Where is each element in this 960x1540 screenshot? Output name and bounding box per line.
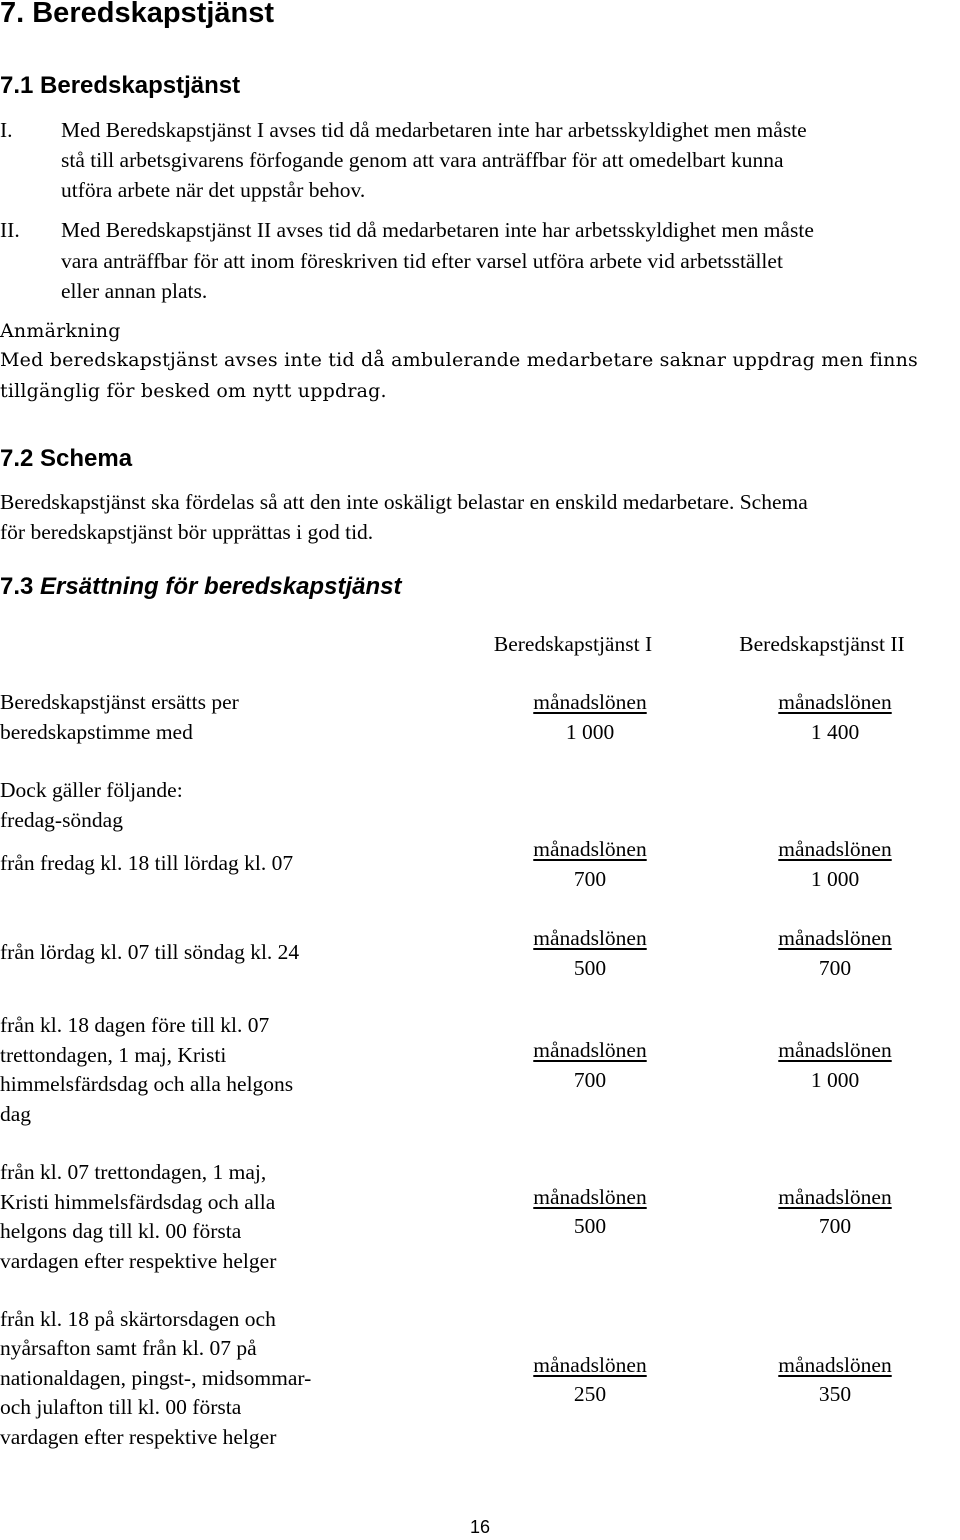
- row-5-label-line-1: från kl. 18 på skärtorsdagen och: [0, 1307, 276, 1331]
- col-header-beredskap-1: Beredskapstjänst I: [493, 632, 653, 656]
- row-2-value-1: 500: [573, 956, 607, 980]
- row-4-label-line-4: vardagen efter respektive helger: [0, 1249, 277, 1273]
- item-1-line-2: stå till arbetsgivarens förfogande genom att vara anträffbar för att omedelbart kunna: [61, 148, 784, 172]
- row-4-label-line-3: helgons dag till kl. 00 första: [0, 1219, 242, 1243]
- row-3-label-line-2: trettondagen, 1 maj, Kristi: [0, 1043, 227, 1067]
- row-2-value-2: 700: [818, 956, 852, 980]
- row-1-divisor-label-1: månadslönen: [533, 837, 647, 861]
- row-3-value-1: 700: [573, 1068, 607, 1092]
- row-5-value-2: 350: [818, 1382, 852, 1406]
- exceptions-intro-line-1: Dock gäller följande:: [0, 778, 183, 802]
- col-header-beredskap-2: Beredskapstjänst II: [739, 632, 905, 656]
- row-5-divisor-label-1: månadslönen: [533, 1353, 647, 1377]
- item-2-line-2: vara anträffbar för att inom föreskriven tid efter varsel utföra arbete vid arbetsstället: [61, 249, 783, 273]
- row-3-divisor-label-1: månadslönen: [533, 1038, 647, 1062]
- base-divisor-label-2: månadslönen: [778, 690, 892, 714]
- row-1-divisor-label-2: månadslönen: [778, 837, 892, 861]
- section-7-3-title: [0, 573, 401, 601]
- row-3-label-line-1: från kl. 18 dagen före till kl. 07: [0, 1013, 270, 1037]
- base-label-line-2: beredskapstimme med: [0, 720, 193, 744]
- item-2-marker: II.: [0, 218, 20, 242]
- section-7-1-title: 7.1 Beredskapstjänst: [0, 72, 241, 99]
- row-5-value-1: 250: [573, 1382, 607, 1406]
- base-divisor-label-1: månadslönen: [533, 690, 647, 714]
- schema-line-1: Beredskapstjänst ska fördelas så att den inte oskäligt belastar en enskild medarbetare. Schema: [0, 490, 808, 514]
- row-1-label-line-1: från fredag kl. 18 till lördag kl. 07: [0, 851, 294, 875]
- note-line-1: Med beredskapstjänst avses inte tid då ambulerande medarbetare saknar uppdrag men finns: [0, 349, 918, 371]
- base-value-1: 1 000: [565, 720, 615, 744]
- row-1-value-2: 1 000: [810, 867, 860, 891]
- row-3-label-line-4: dag: [0, 1102, 32, 1126]
- row-5-divisor-label-2: månadslönen: [778, 1353, 892, 1377]
- row-3-label-line-3: himmelsfärdsdag och alla helgons: [0, 1072, 294, 1096]
- row-2-divisor-label-2: månadslönen: [778, 926, 892, 950]
- section-7-3-number: 7.3: [0, 573, 41, 600]
- row-4-divisor-label-2: månadslönen: [778, 1185, 892, 1209]
- row-5-label-line-3: nationaldagen, pingst-, midsommar-: [0, 1366, 312, 1390]
- row-4-value-1: 500: [573, 1214, 607, 1238]
- row-2-label-line-1: från lördag kl. 07 till söndag kl. 24: [0, 940, 300, 964]
- row-4-label-line-2: Kristi himmelsfärdsdag och alla: [0, 1190, 276, 1214]
- item-1-marker: I.: [0, 118, 13, 142]
- row-3-divisor-label-2: månadslönen: [778, 1038, 892, 1062]
- row-5-label-line-2: nyårsafton samt från kl. 07 på: [0, 1336, 257, 1360]
- note-label: Anmärkning: [0, 320, 121, 342]
- row-3-value-2: 1 000: [810, 1068, 860, 1092]
- row-2-divisor-label-1: månadslönen: [533, 926, 647, 950]
- section-7-2-title: 7.2 Schema: [0, 445, 133, 472]
- item-1-line-3: utföra arbete när det uppstår behov.: [61, 178, 366, 202]
- item-2-line-1: Med Beredskapstjänst II avses tid då medarbetaren inte har arbetsskyldighet men måste: [61, 218, 814, 242]
- row-5-label-line-5: vardagen efter respektive helger: [0, 1425, 277, 1449]
- row-4-value-2: 700: [818, 1214, 852, 1238]
- note-line-2: tillgänglig för besked om nytt uppdrag.: [0, 380, 387, 402]
- row-4-divisor-label-1: månadslönen: [533, 1185, 647, 1209]
- item-2-line-3: eller annan plats.: [61, 279, 208, 303]
- row-5-label-line-4: och julafton till kl. 00 första: [0, 1395, 242, 1419]
- exceptions-intro-line-2: fredag-söndag: [0, 808, 123, 832]
- row-1-value-1: 700: [573, 867, 607, 891]
- base-label-line-1: Beredskapstjänst ersätts per: [0, 690, 239, 714]
- page-number: 16: [470, 1517, 491, 1537]
- schema-line-2: för beredskapstjänst bör upprättas i god tid.: [0, 520, 374, 544]
- page-title: 7. Beredskapstjänst: [0, 0, 275, 29]
- row-4-label-line-1: från kl. 07 trettondagen, 1 maj,: [0, 1160, 267, 1184]
- section-7-3-title-text: Ersättning för beredskapstjänst: [40, 573, 402, 600]
- base-value-2: 1 400: [810, 720, 860, 744]
- item-1-line-1: Med Beredskapstjänst I avses tid då medarbetaren inte har arbetsskyldighet men måste: [61, 118, 807, 142]
